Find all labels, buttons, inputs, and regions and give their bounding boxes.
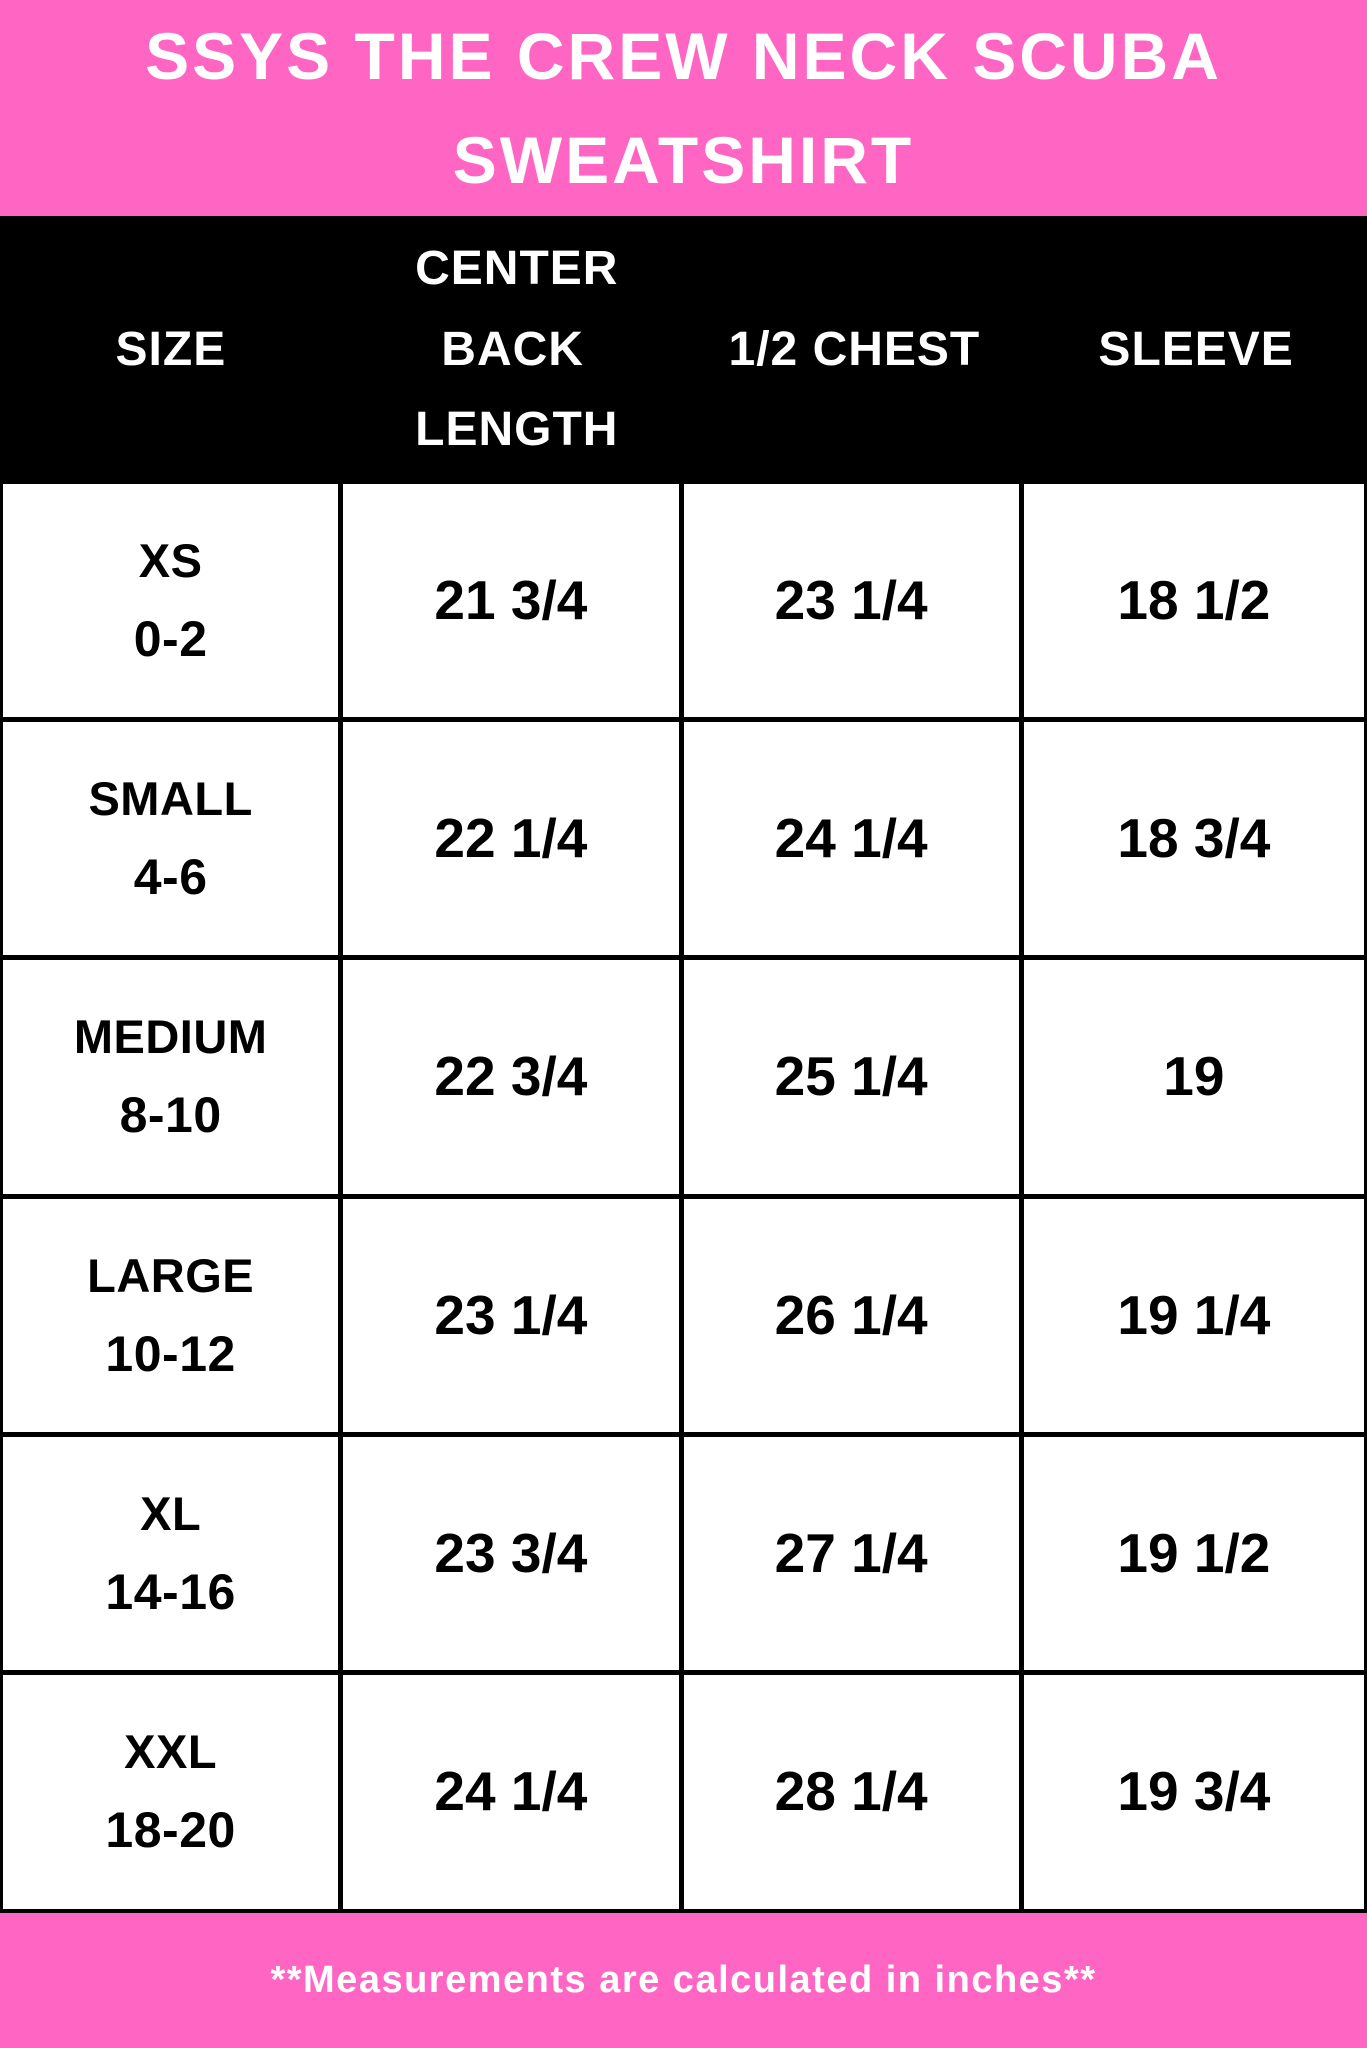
measurement-value: 19 (1163, 1045, 1225, 1108)
measurement-value: 22 1/4 (434, 807, 588, 870)
measurement-value: 19 3/4 (1117, 1760, 1271, 1823)
measurement-value: 27 1/4 (774, 1521, 928, 1584)
table-row-large (3, 1199, 1364, 1437)
half-chest-cell (684, 960, 1024, 1193)
half-chest-cell (684, 484, 1024, 717)
table-header-row (0, 216, 1367, 484)
sleeve-cell (1024, 722, 1364, 955)
column-header-center-back-length-label: CENTER BACK LENGTH (415, 242, 619, 457)
column-header-sleeve-label: SLEEVE (1098, 322, 1294, 376)
half-chest-cell (684, 1437, 1024, 1670)
measurement-value: 24 1/4 (774, 807, 928, 870)
size-range: 14-16 (105, 1563, 236, 1620)
size-label: XS (138, 534, 203, 588)
size-label: LARGE (87, 1248, 255, 1302)
table-row-xl (3, 1437, 1364, 1675)
title-banner (0, 0, 1367, 216)
size-cell (3, 484, 343, 717)
footer-note: **Measurements are calculated in inches** (270, 1959, 1097, 2001)
measurement-value: 21 3/4 (434, 569, 588, 632)
table-body (0, 484, 1367, 1913)
column-header-size-label: SIZE (115, 322, 227, 376)
size-cell (3, 722, 343, 955)
center-back-length-cell (343, 960, 683, 1193)
center-back-length-cell (343, 722, 683, 955)
table-row-small (3, 722, 1364, 960)
measurement-value: 18 3/4 (1117, 807, 1271, 870)
measurement-value: 28 1/4 (774, 1760, 928, 1823)
size-label: XL (140, 1486, 202, 1540)
measurement-value: 23 1/4 (774, 569, 928, 632)
size-range: 0-2 (133, 611, 208, 668)
size-range: 18-20 (105, 1802, 236, 1859)
size-label: XXL (124, 1725, 218, 1779)
measurement-value: 22 3/4 (434, 1045, 588, 1108)
half-chest-cell (684, 1675, 1024, 1909)
center-back-length-cell (343, 1199, 683, 1432)
half-chest-cell (684, 722, 1024, 955)
product-title-line2: SWEATSHIRT (452, 123, 915, 197)
size-cell (3, 1675, 343, 1909)
measurement-value: 18 1/2 (1117, 569, 1271, 632)
size-cell (3, 960, 343, 1193)
size-range: 4-6 (133, 849, 208, 906)
center-back-length-cell (343, 1675, 683, 1909)
sleeve-cell (1024, 1437, 1364, 1670)
column-header-half-chest-label: 1/2 CHEST (728, 322, 981, 376)
size-range: 10-12 (105, 1325, 236, 1382)
size-cell (3, 1199, 343, 1432)
footer-banner (0, 1913, 1367, 2048)
table-row-xs (3, 484, 1364, 722)
measurement-value: 26 1/4 (774, 1283, 928, 1346)
size-label: MEDIUM (73, 1010, 268, 1064)
half-chest-cell (684, 1199, 1024, 1432)
sleeve-cell (1024, 960, 1364, 1193)
measurement-value: 19 1/2 (1117, 1521, 1271, 1584)
measurement-value: 25 1/4 (774, 1045, 928, 1108)
table-row-xxl (3, 1675, 1364, 1913)
product-title-line1: SSYS THE CREW NECK SCUBA (145, 18, 1222, 93)
column-header-sleeve (1025, 216, 1367, 484)
measurement-value: 19 1/4 (1117, 1283, 1271, 1346)
measurement-value: 23 3/4 (434, 1521, 588, 1584)
center-back-length-cell (343, 1437, 683, 1670)
table-row-medium (3, 960, 1364, 1198)
size-range: 8-10 (119, 1087, 222, 1144)
sleeve-cell (1024, 1199, 1364, 1432)
measurement-value: 23 1/4 (434, 1283, 588, 1346)
column-header-half-chest (684, 216, 1026, 484)
measurement-value: 24 1/4 (434, 1760, 588, 1823)
sleeve-cell (1024, 1675, 1364, 1909)
column-header-center-back-length (342, 216, 684, 484)
center-back-length-cell (343, 484, 683, 717)
sleeve-cell (1024, 484, 1364, 717)
size-label: SMALL (88, 772, 253, 826)
column-header-size (0, 216, 342, 484)
size-cell (3, 1437, 343, 1670)
